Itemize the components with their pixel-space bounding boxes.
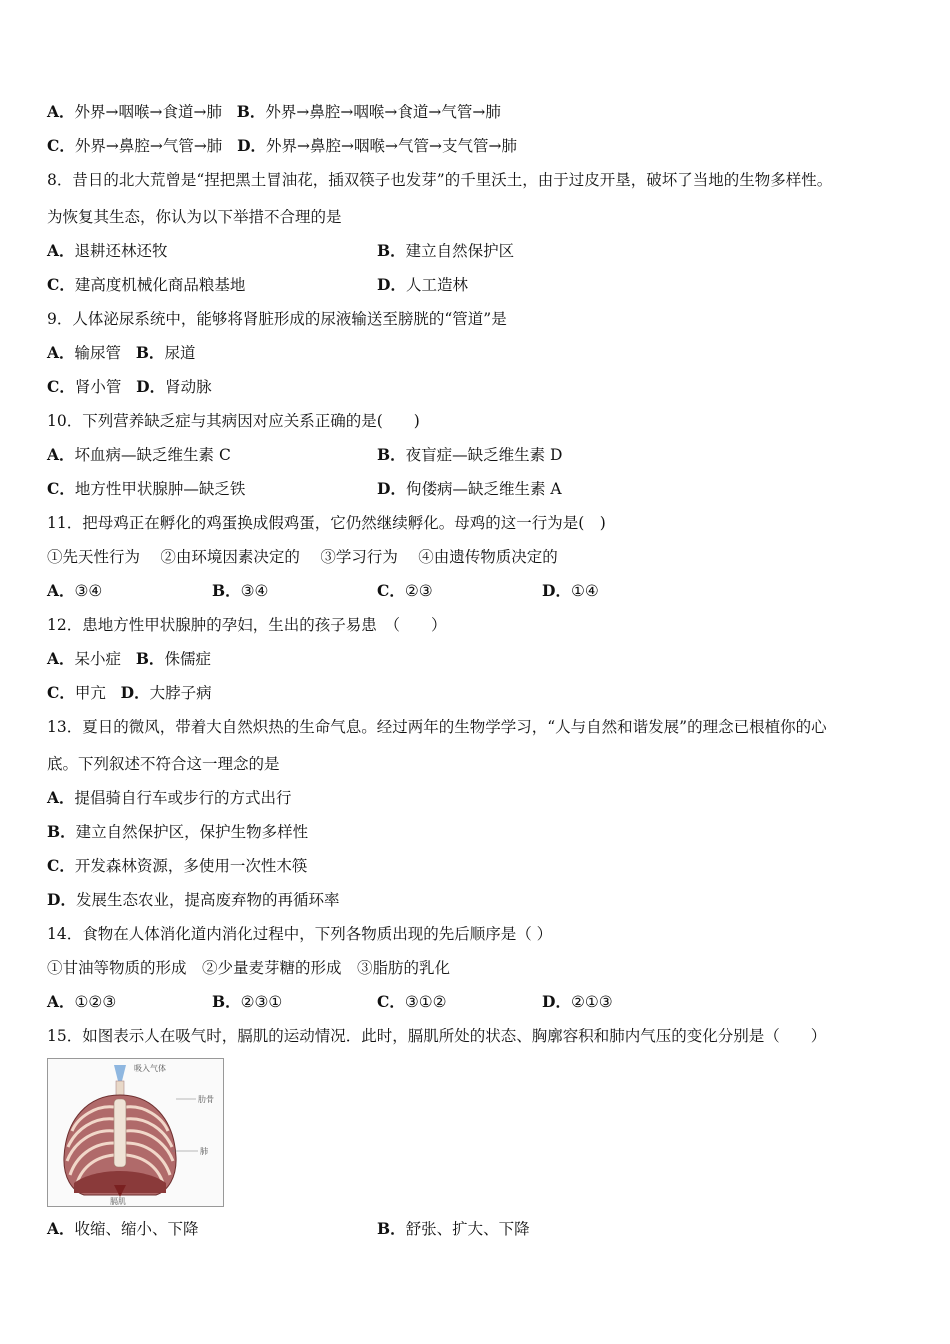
- q10-row2: [47, 479, 245, 499]
- q11-option-c: [377, 581, 433, 601]
- q8-stem-line1: 8．昔日的北大荒曾是“捏把黑土冒油花，插双筷子也发芽”的千里沃土，由于过皮开垦，破坏了当地的生物多样性。: [47, 171, 833, 189]
- q13-option-d-text: 发展生态农业，提高废弃物的再循环率: [75, 891, 340, 909]
- q9-option-d-label: D．: [136, 377, 166, 396]
- q10-option-c-label: C．: [47, 479, 75, 498]
- q9-row1: [47, 343, 195, 363]
- q9-row2: [47, 377, 212, 397]
- q9-option-d-text: 肾动脉: [165, 378, 212, 396]
- q14-option-d-label: D．: [542, 992, 571, 1011]
- q14-option-c-text: ③①②: [404, 993, 447, 1011]
- q12-option-c-label: C．: [47, 683, 75, 702]
- q10-option-a-text: 坏血病—缺乏维生素 C: [74, 446, 231, 464]
- q11-option-d-label: D．: [542, 581, 571, 600]
- q9-option-a-label: A．: [47, 343, 75, 362]
- fig-label-lung: 肺: [200, 1147, 208, 1156]
- q14-option-a-label: A．: [47, 992, 75, 1011]
- q15-stem: 15．如图表示人在吸气时，膈肌的运动情况．此时，膈肌所处的状态、胸廓容积和肺内气压的变化分别是（ ）: [47, 1027, 827, 1045]
- q15-option-b: [377, 1219, 530, 1239]
- q8-row2: [47, 275, 245, 295]
- q11-option-c-label: C．: [377, 581, 405, 600]
- q11-stem: 11．把母鸡正在孵化的鸡蛋换成假鸡蛋，它仍然继续孵化。母鸡的这一行为是( ): [47, 514, 606, 532]
- q14-items: ①甘油等物质的形成 ②少量麦芽糖的形成 ③脂肪的乳化: [47, 959, 451, 977]
- q11-option-b-label: B．: [212, 581, 241, 600]
- q9-stem: 9．人体泌尿系统中，能够将肾脏形成的尿液输送至膀胱的“管道”是: [47, 310, 507, 328]
- q13-option-b-text: 建立自然保护区，保护生物多样性: [75, 823, 309, 841]
- q8-option-a-label: A．: [47, 241, 75, 260]
- q13-option-a-label: A．: [47, 788, 75, 807]
- q8-stem-line2: 为恢复其生态，你认为以下举措不合理的是: [47, 208, 342, 226]
- q13-option-c: [47, 856, 307, 876]
- q14-option-d-text: ②①③: [570, 993, 613, 1011]
- ribcage-diaphragm-figure: [47, 1058, 224, 1207]
- q7-option-c-text: 外界→鼻腔→气管→肺: [74, 137, 223, 155]
- q9-option-b-text: 尿道: [164, 344, 196, 362]
- q7-row1: [47, 102, 501, 122]
- q10-option-b-text: 夜盲症—缺乏维生素 D: [405, 446, 563, 464]
- q11-items: ①先天性行为 ②由环境因素决定的 ③学习行为 ④由遗传物质决定的: [47, 548, 558, 566]
- q7-option-b-label: B．: [236, 102, 266, 121]
- q15-option-b-label: B．: [377, 1219, 406, 1238]
- q10-option-b-label: B．: [377, 445, 406, 464]
- q15-option-a: [47, 1219, 199, 1239]
- q13-option-a-text: 提倡骑自行车或步行的方式出行: [74, 789, 292, 807]
- q10-option-d-text: 佝偻病—缺乏维生素 A: [405, 480, 562, 498]
- q13-option-c-label: C．: [47, 856, 75, 875]
- sternum: [114, 1099, 126, 1167]
- q12-option-a-label: A．: [47, 649, 75, 668]
- q13-option-b-label: B．: [47, 822, 76, 841]
- q9-option-c-text: 肾小管: [74, 378, 122, 396]
- q14-option-c: [377, 992, 447, 1012]
- q13-option-b: [47, 822, 308, 842]
- q12-row1: [47, 649, 211, 669]
- q11-option-d: [542, 581, 599, 601]
- q14-option-b: [212, 992, 282, 1012]
- q13-option-d-label: D．: [47, 890, 76, 909]
- q12-option-d-label: D．: [120, 683, 150, 702]
- fig-label-diaphragm: 膈肌: [110, 1197, 126, 1206]
- q7-option-c-label: C．: [47, 136, 75, 155]
- q8-option-a-text: 退耕还林还牧: [74, 242, 168, 260]
- q11-option-b: [212, 581, 268, 601]
- q11-option-c-text: ②③: [404, 582, 433, 600]
- q11-option-d-text: ①④: [570, 582, 599, 600]
- q12-option-b-text: 侏儒症: [164, 650, 211, 668]
- q15-option-b-text: 舒张、扩大、下降: [405, 1220, 530, 1238]
- q10-row1: [47, 445, 231, 465]
- q8-option-c-label: C．: [47, 275, 75, 294]
- q10-row1-col2: [377, 445, 562, 465]
- fig-label-rib: 肋骨: [198, 1095, 214, 1104]
- q12-option-a-text: 呆小症: [74, 650, 122, 668]
- q14-option-c-label: C．: [377, 992, 405, 1011]
- q8-option-b-label: B．: [377, 241, 406, 260]
- q7-option-d-text: 外界→鼻腔→咽喉→气管→支气管→肺: [266, 137, 517, 155]
- q11-option-a-label: A．: [47, 581, 75, 600]
- q7-option-d-label: D．: [237, 136, 267, 155]
- q9-option-c-label: C．: [47, 377, 75, 396]
- q8-row2-col2: [377, 275, 468, 295]
- q12-option-d-text: 大脖子病: [149, 684, 212, 702]
- q10-option-c-text: 地方性甲状腺肿—缺乏铁: [74, 480, 246, 498]
- q13-option-a: [47, 788, 292, 808]
- q7-option-a-label: A．: [47, 102, 75, 121]
- q9-option-b-label: B．: [135, 343, 165, 362]
- q10-option-a-label: A．: [47, 445, 75, 464]
- inhale-arrow-icon: [114, 1065, 126, 1081]
- q14-option-a-text: ①②③: [74, 993, 117, 1011]
- q14-stem: 14．食物在人体消化道内消化过程中，下列各物质出现的先后顺序是（ ）: [47, 925, 553, 943]
- q10-row2-col2: [377, 479, 562, 499]
- q12-option-b-label: B．: [135, 649, 165, 668]
- q14-option-a: [47, 992, 116, 1012]
- q11-option-b-text: ③④: [240, 582, 269, 600]
- q12-option-c-text: 甲亢: [74, 684, 106, 702]
- q7-option-b-text: 外界→鼻腔→咽喉→食道→气管→肺: [265, 103, 501, 121]
- q8-option-b-text: 建立自然保护区: [405, 242, 515, 260]
- q10-stem: 10．下列营养缺乏症与其病因对应关系正确的是( ): [47, 412, 420, 430]
- q8-option-d-label: D．: [377, 275, 406, 294]
- q15-option-a-label: A．: [47, 1219, 75, 1238]
- fig-label-inhale: 吸入气体: [134, 1064, 166, 1073]
- q11-option-a-text: ③④: [74, 582, 103, 600]
- q13-option-c-text: 开发森林资源，多使用一次性木筷: [74, 857, 308, 875]
- q9-option-a-text: 输尿管: [74, 344, 122, 362]
- q12-stem: 12．患地方性甲状腺肿的孕妇，生出的孩子易患 （ ）: [47, 616, 447, 634]
- q7-row2: [47, 136, 517, 156]
- q8-row1: [47, 241, 168, 261]
- q10-option-d-label: D．: [377, 479, 406, 498]
- q15-option-a-text: 收缩、缩小、下降: [74, 1220, 199, 1238]
- q8-option-d-text: 人工造林: [405, 276, 468, 294]
- q14-option-d: [542, 992, 613, 1012]
- q14-option-b-label: B．: [212, 992, 241, 1011]
- q14-option-b-text: ②③①: [240, 993, 283, 1011]
- q7-option-a-text: 外界→咽喉→食道→肺: [74, 103, 222, 121]
- q8-option-c-text: 建高度机械化商品粮基地: [74, 276, 246, 294]
- q13-option-d: [47, 890, 339, 910]
- q13-stem-line2: 底。下列叙述不符合这一理念的是: [47, 755, 280, 773]
- q13-stem-line1: 13．夏日的微风，带着大自然炽热的生命气息。经过两年的生物学学习，“人与自然和谐发展”的理念已根植你的心: [47, 718, 827, 736]
- q8-row1-col2: [377, 241, 514, 261]
- q12-row2: [47, 683, 212, 703]
- q11-row: [47, 581, 102, 601]
- ribcage-illustration: [48, 1059, 223, 1206]
